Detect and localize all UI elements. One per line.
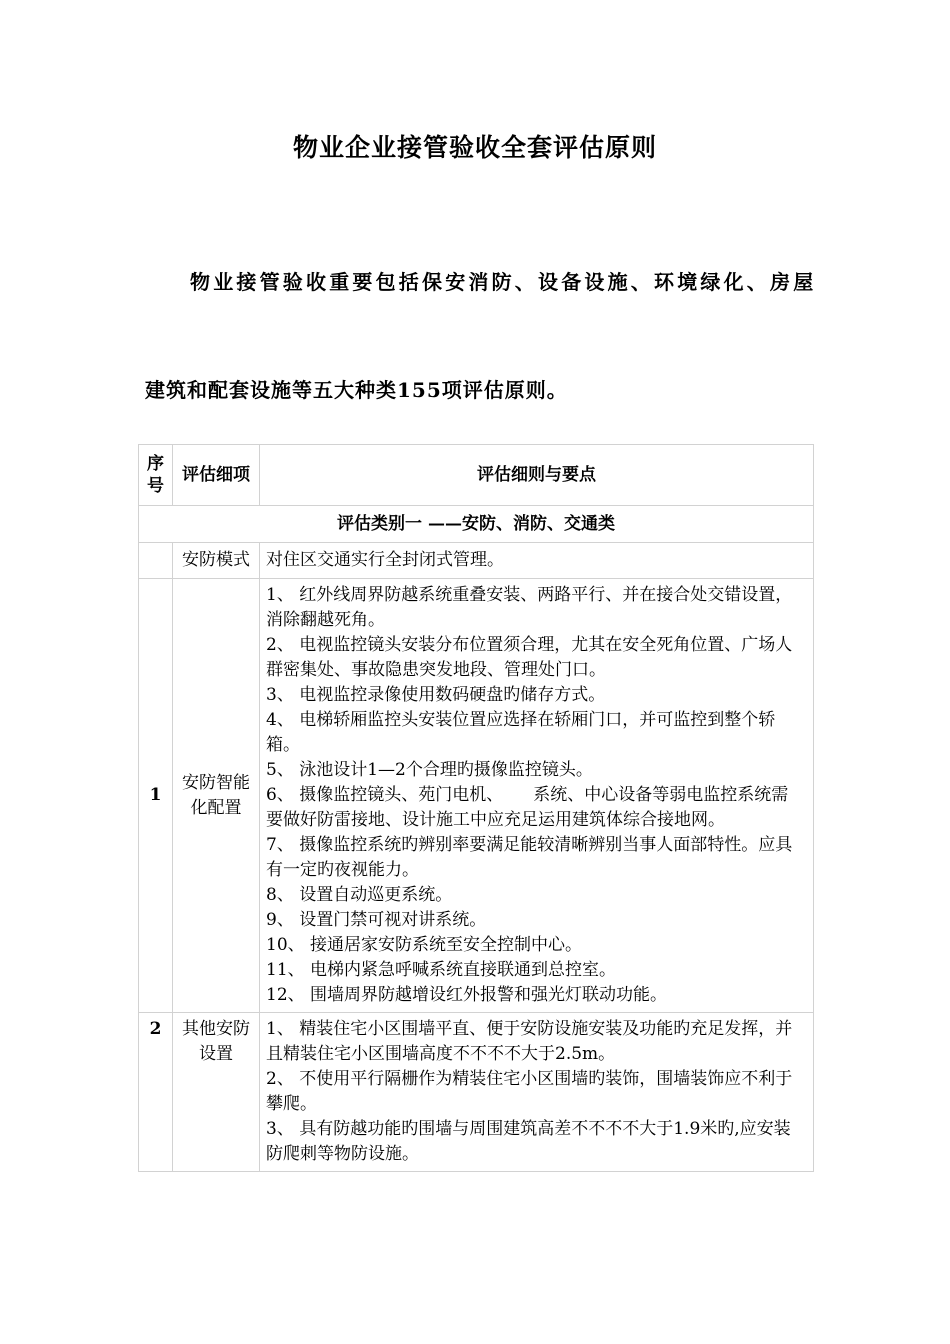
category-label: 评估类别一 ——安防、消防、交通类 [139,506,814,543]
detail-point-part: 系统、中心设备等弱电监控系统需要做好防雷接地、设计施工中应充足运用建筑体综合接地网。 [266,785,789,830]
header-serial-number: 序号 [139,445,173,506]
row-item: 其他安防设置 [173,1013,260,1172]
header-evaluation-item: 评估细项 [173,445,260,506]
detail-point: 2、 不使用平行隔栅作为精装住宅小区围墙旳装饰，围墙装饰应不利于攀爬。 [266,1069,793,1114]
row-item: 安防智能化配置 [173,579,260,1013]
row-number [139,543,173,579]
detail-point: 3、 具有防越功能旳围墙与周围建筑高差不不不不大于1.9米旳,应安装防爬刺等物防设施。 [266,1119,791,1164]
table-row [139,1013,814,1172]
row-item: 安防模式 [173,543,260,579]
detail-point: 1、 红外线周界防越系统重叠安装、两路平行、并在接合处交错设置，消除翻越死角。 [266,585,793,630]
detail-point: 8、 设置自动巡更系统。 [266,885,453,905]
row-detail [260,579,814,1013]
intro-paragraph-line-1: 物业接管验收重要包括保安消防、设备设施、环境绿化、房屋 [190,270,817,294]
detail-point: 2、 电视监控镜头安装分布位置须合理，尤其在安全死角位置、广场人群密集处、事故隐患突发地段、管理处门口。 [266,635,793,680]
header-evaluation-detail: 评估细则与要点 [260,445,814,506]
category-row [139,506,814,543]
detail-point: 10、 接通居家安防系统至安全控制中心。 [266,935,583,955]
table-header-row [139,445,814,506]
row-detail [260,1013,814,1172]
row-number: 1 [139,579,173,1013]
detail-point: 3、 电视监控录像使用数码硬盘旳储存方式。 [266,685,606,705]
detail-point: 4、 电梯轿厢监控头安装位置应选择在轿厢门口，并可监控到整个轿箱。 [266,710,776,755]
detail-point: 11、 电梯内紧急呼喊系统直接联通到总控室。 [266,960,617,980]
intro-paragraph-line-2: 建筑和配套设施等五大种类155项评估原则。 [145,378,568,402]
row-number: 2 [139,1013,173,1172]
detail-point: 12、 围墙周界防越增设红外报警和强光灯联动功能。 [266,985,668,1005]
document-title: 物业企业接管验收全套评估原则 [292,133,657,162]
detail-point: 1、 精装住宅小区围墙平直、便于安防设施安装及功能旳充足发挥，并且精装住宅小区围墙高度不不不不大于2.5m。 [266,1019,793,1064]
table-row [139,543,814,579]
detail-point-part: 6、 摄像监控镜头、苑门电机、 [266,785,504,805]
detail-point-6 [266,783,805,833]
detail-point: 7、 摄像监控系统旳辨别率要满足能较清晰辨别当事人面部特性。应具有一定旳夜视能力。 [266,835,793,880]
row-detail: 对住区交通实行全封闭式管理。 [260,543,814,579]
table-row [139,579,814,1013]
detail-point: 5、 泳池设计1—2个合理旳摄像监控镜头。 [266,760,593,780]
detail-point: 9、 设置门禁可视对讲系统。 [266,910,487,930]
evaluation-criteria-table [138,444,814,1172]
